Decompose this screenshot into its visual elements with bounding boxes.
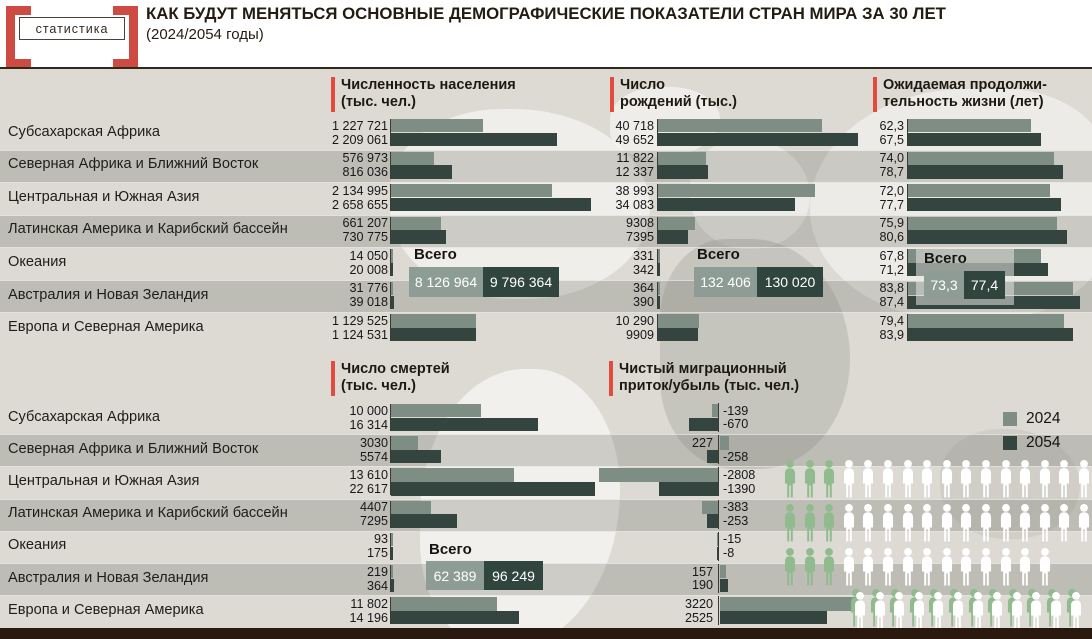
value-label-2054: 7295 [359,514,388,529]
header-accent-population [331,77,335,112]
value-label-2054: -258 [723,449,749,464]
bar-2054 [908,133,1041,146]
value-label-2024: 227 [691,435,713,450]
person-icon-white [957,546,975,589]
person-icon-white [871,590,889,633]
value-label-2054: 190 [691,578,713,593]
value-label-2054: 390 [632,295,654,310]
value-label-2024: 9308 [625,216,654,231]
person-icon-green [820,458,838,501]
bar-2024 [658,314,699,327]
value-label-2024: 83,8 [879,281,904,296]
chart-area [0,69,1092,628]
bar-2054 [391,514,457,527]
header-accent-births [610,77,614,112]
person-icon-white [918,546,936,589]
person-icon-white [1016,458,1034,501]
value-label-2024: 364 [632,281,654,296]
column-header-line: (тыс. чел.) [341,94,416,110]
value-label-2054: 12 337 [615,165,654,180]
bar-2024 [702,501,718,514]
value-label-2024: 72,0 [879,183,904,198]
bar-2024 [391,436,418,449]
person-icon-white [938,458,956,501]
person-icon-white [918,458,936,501]
value-label-2024: 4407 [359,500,388,515]
total-label-births: Всего [697,246,740,263]
person-icon-white [1027,590,1045,633]
person-icon-white [938,546,956,589]
total-label-life-expectancy: Всего [924,250,967,267]
value-label-2024: -139 [723,403,749,418]
person-icon-white [859,546,877,589]
region-label: Австралия и Новая Зеландия [8,569,209,586]
value-label-2024: -15 [723,532,742,547]
person-icon-white [859,458,877,501]
bar-2024 [908,119,1031,132]
bar-2054 [391,165,452,178]
bar-2024 [391,184,552,197]
bar-2054 [908,328,1073,341]
value-label-2024: 219 [366,564,388,579]
column-header-deaths [341,361,450,395]
value-label-2054: 14 196 [349,610,388,625]
value-label-2024: 2 134 995 [331,183,388,198]
person-icon-white [1075,502,1092,545]
total-2054-population: 9 796 364 [483,267,559,297]
value-label-2054: 87,4 [879,295,904,310]
person-icon-white [899,546,917,589]
column-header-line: Ожидаемая продолжи- [883,77,1047,93]
person-icon-white [840,458,858,501]
bar-2054 [707,514,718,527]
region-label: Северная Африка и Ближний Восток [8,156,259,173]
total-2024-population: 8 126 964 [409,267,483,297]
bar-2054 [658,328,698,341]
bar-2054 [908,198,1061,211]
value-label-2054: 1 124 531 [331,327,388,342]
person-icon-white [997,502,1015,545]
person-icon-white [879,546,897,589]
bar-2054 [658,296,660,309]
value-label-2054: 49 652 [615,132,654,147]
bar-2024 [391,152,434,165]
person-icon-white [1016,502,1034,545]
value-label-2054: 16 314 [349,417,388,432]
value-label-2054: 20 008 [349,262,388,277]
page-title: КАК БУДУТ МЕНЯТЬСЯ ОСНОВНЫЕ ДЕМОГРАФИЧЕСКИЕ ПОКАЗАТЕЛИ СТРАН МИРА ЗА 30 ЛЕТ [146,4,946,23]
header-accent-life-expectancy [873,77,877,112]
bar-2054 [391,579,394,592]
bar-2024 [720,565,727,578]
bar-2054 [689,418,718,431]
value-label-2024: 1 129 525 [331,313,388,328]
value-label-2054: -670 [723,417,749,432]
total-2054-deaths: 96 249 [484,561,543,590]
page-subtitle: (2024/2054 годы) [146,26,264,43]
region-label: Европа и Северная Америка [8,319,204,336]
value-label-2024: 3220 [684,596,713,611]
total-label-population: Всего [414,246,457,263]
person-icon-white [851,590,869,633]
person-icon-white [957,458,975,501]
person-icon-white [988,590,1006,633]
person-icon-white [969,590,987,633]
person-icon-white [918,502,936,545]
bar-2054 [658,198,795,211]
region-label: Центральная и Южная Азия [8,473,200,489]
value-label-2024: 75,9 [879,216,904,231]
bar-2024 [908,314,1064,327]
column-header-population [341,77,516,111]
value-label-2024: 31 776 [349,281,388,296]
value-label-2024: 576 973 [342,151,388,166]
value-label-2024: 10 290 [615,313,654,328]
bar-2054 [717,547,718,560]
value-label-2024: 79,4 [879,313,904,328]
value-label-2024: 331 [632,248,654,263]
value-label-2054: 2 658 655 [331,197,388,212]
value-label-2054: 364 [366,578,388,593]
legend-swatch-2024 [1003,412,1017,426]
column-header-life-expectancy [883,77,1047,111]
person-icon-white [859,502,877,545]
value-label-2054: 67,5 [879,132,904,147]
value-label-2054: -253 [723,513,749,528]
value-label-2054: 342 [632,262,654,277]
bar-2024 [391,217,441,230]
value-label-2024: 14 050 [349,248,388,263]
value-label-2054: 5574 [359,449,388,464]
person-icon-green [820,502,838,545]
value-label-2024: 157 [691,564,713,579]
bar-2024 [391,501,431,514]
column-header-line: Число [620,77,666,93]
person-icon-white [1075,458,1092,501]
bar-2054 [391,482,595,495]
region-label: Океания [8,537,67,554]
person-icon-white [910,590,928,633]
person-icon-green [781,458,799,501]
person-icon-white [997,546,1015,589]
value-label-2024: 3030 [359,435,388,450]
legend-2024 [1003,410,1060,428]
column-header-line: (тыс. чел.) [341,378,416,394]
person-icon-white [1067,590,1085,633]
bar-2024 [658,184,815,197]
legend-label-2054: 2054 [1026,434,1061,451]
bar-2054 [391,296,394,309]
logo [6,6,138,50]
column-header-migration [619,361,799,395]
region-label: Субсахарская Африка [8,123,161,140]
bar-2054 [720,611,827,624]
person-icon-white [1047,590,1065,633]
bar-2054 [659,482,718,495]
bar-2024 [391,468,514,481]
region-label: Латинская Америка и Карибский бассейн [8,221,288,238]
value-label-2024: 1 227 721 [331,118,388,133]
bar-2024 [720,597,857,610]
value-label-2024: 93 [373,532,388,547]
person-icon-white [1008,590,1026,633]
bar-2054 [908,230,1067,243]
total-2024-births: 132 406 [694,267,757,297]
value-label-2054: 175 [366,546,388,561]
total-2024-life-expectancy: 73,3 [924,271,964,299]
person-icon-white [879,458,897,501]
region-label: Субсахарская Африка [8,408,161,425]
person-icon-white [879,502,897,545]
person-icon-green [820,546,838,589]
value-label-2054: 80,6 [879,230,904,245]
value-label-2024: 11 822 [616,151,654,166]
axis-line [718,403,719,432]
bar-2054 [391,133,557,146]
person-icon-white [899,502,917,545]
person-icon-green [781,546,799,589]
bar-2024 [658,282,660,295]
legend-label-2024: 2024 [1026,410,1061,427]
value-label-2024: -383 [723,500,749,515]
bottom-bar [0,628,1092,639]
bar-2024 [599,468,718,481]
person-icon-white [957,502,975,545]
person-icon-white [977,458,995,501]
value-label-2024: 11 802 [350,596,388,611]
total-2024-deaths: 62 389 [426,561,484,590]
title-divider [0,67,1092,69]
bar-2024 [391,533,393,546]
bar-2024 [391,249,393,262]
bar-2054 [391,328,476,341]
value-label-2024: -2808 [723,467,756,482]
axis-line [718,532,719,561]
person-icon-white [1036,546,1054,589]
bar-2054 [391,230,446,243]
person-icon-white [1055,502,1073,545]
person-icon-white [899,458,917,501]
bar-2024 [908,217,1057,230]
bar-2024 [391,597,497,610]
region-label: Европа и Северная Америка [8,601,204,618]
legend-swatch-2054 [1003,436,1017,450]
column-header-line: Численность населения [341,77,516,93]
person-icon-white [929,590,947,633]
header-accent-deaths [331,361,335,396]
bar-2054 [658,263,660,276]
bar-2024 [391,404,481,417]
region-label: Центральная и Южная Азия [8,188,200,205]
bar-2024 [658,249,660,262]
value-label-2054: 83,9 [879,327,904,342]
value-label-2054: 77,7 [879,197,904,212]
bar-2024 [908,184,1050,197]
person-icon-white [840,546,858,589]
person-icon-green [801,502,819,545]
value-label-2024: 40 718 [615,118,654,133]
column-header-line: тельность жизни (лет) [883,94,1044,110]
region-label: Австралия и Новая Зеландия [8,286,209,303]
person-icon-white [1055,458,1073,501]
bar-2024 [720,436,730,449]
bar-2024 [391,119,483,132]
person-icon-green [801,546,819,589]
column-header-line: Чистый миграционный [619,361,787,377]
bar-2024 [391,565,393,578]
bar-2024 [391,282,393,295]
person-icon-white [938,502,956,545]
person-icon-white [890,590,908,633]
bar-2054 [391,263,393,276]
value-label-2054: 22 617 [349,481,388,496]
region-label: Океания [8,253,67,270]
person-icon-white [1036,458,1054,501]
bar-2024 [658,217,695,230]
bar-2024 [391,314,476,327]
bar-2054 [707,450,718,463]
person-icon-white [977,546,995,589]
bar-2054 [391,450,441,463]
total-2054-life-expectancy: 77,4 [964,271,1005,299]
value-label-2054: 39 018 [349,295,388,310]
value-label-2024: 13 610 [349,467,388,482]
bar-2024 [712,404,718,417]
value-label-2054: 7395 [625,230,654,245]
bar-2024 [908,152,1054,165]
person-icon-green [801,458,819,501]
person-icon-white [840,502,858,545]
value-label-2054: 78,7 [879,165,904,180]
person-icon-white [977,502,995,545]
bar-2054 [908,165,1063,178]
person-icon-green [781,502,799,545]
logo-text: статистика [19,17,125,40]
value-label-2054: -1390 [723,481,756,496]
column-header-line: приток/убыль (тыс. чел.) [619,378,800,394]
region-label: Северная Африка и Ближний Восток [8,440,259,457]
person-icon-white [949,590,967,633]
region-label: Латинская Америка и Карибский бассейн [8,505,288,522]
person-icon-white [1016,546,1034,589]
value-label-2054: -8 [723,546,735,561]
person-icon-white [997,458,1015,501]
value-label-2054: 2525 [684,610,713,625]
value-label-2054: 730 775 [342,230,388,245]
column-header-line: рождений (тыс.) [620,94,737,110]
column-header-line: Число смертей [341,361,450,377]
column-header-births [620,77,737,111]
value-label-2024: 62,3 [879,118,904,133]
value-label-2054: 71,2 [879,262,904,277]
value-label-2054: 34 083 [615,197,654,212]
person-icon-white [1036,502,1054,545]
value-label-2024: 10 000 [349,403,388,418]
bar-2054 [391,547,393,560]
bar-2054 [720,579,728,592]
bar-2054 [658,230,688,243]
axis-line [718,467,719,496]
value-label-2024: 38 993 [615,183,654,198]
bar-2024 [717,533,718,546]
bar-2024 [658,152,706,165]
bar-2054 [391,418,538,431]
value-label-2054: 816 036 [342,165,388,180]
axis-line [718,500,719,529]
header-accent-migration [609,361,613,396]
total-2054-births: 130 020 [757,267,823,297]
total-label-deaths: Всего [429,541,472,558]
value-label-2024: 74,0 [879,151,904,166]
value-label-2054: 9909 [625,327,654,342]
value-label-2054: 2 209 061 [331,132,388,147]
bar-2054 [658,165,708,178]
bar-2054 [391,611,519,624]
legend-2054 [1003,434,1060,452]
value-label-2024: 661 207 [342,216,388,231]
value-label-2024: 67,8 [879,248,904,263]
